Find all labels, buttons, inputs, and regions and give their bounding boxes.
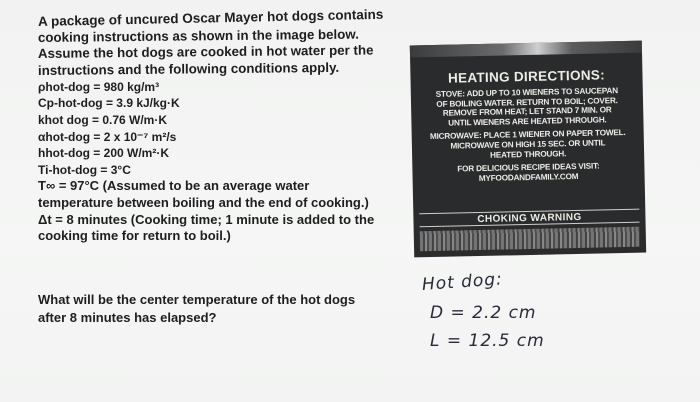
package-label-image [410, 41, 646, 258]
intro-line: cooking instructions as shown in the image below. [37, 26, 359, 46]
param-specific-heat: Cp-hot-dog = 3.9 kJ/kg·K [38, 96, 180, 111]
param-convection-coefficient: hhot-dog = 200 W/m²·K [38, 146, 169, 161]
label-line: MICROWAVE: PLACE 1 WIENER ON PAPER TOWEL. [429, 128, 626, 142]
hand-line-diameter: D = 2.2 cm [430, 303, 537, 323]
param-water-temperature: T∞ = 97°C (Assumed to be an average water [38, 178, 310, 194]
hand-line-hotdog: Hot dog: [421, 269, 504, 295]
label-line: MICROWAVE ON HIGH 15 SEC. OR UNTIL [450, 138, 606, 151]
label-line: HEATED THROUGH. [490, 148, 567, 160]
param-diffusivity: αhot-dog = 2 x 10⁻⁷ m²/s [38, 129, 177, 144]
param-time-note: cooking time for return to boil.) [38, 228, 231, 244]
handwritten-notes [422, 271, 632, 355]
intro-line: instructions and the following conditions apply. [37, 59, 340, 78]
question-line: What will be the center temperature of the hot dogs [38, 292, 356, 307]
label-top-stripe [410, 41, 642, 58]
intro-line: Assume the hot dogs are cooked in hot water per the [37, 42, 374, 62]
param-initial-temperature: Ti-hot-dog = 3°C [38, 162, 131, 177]
problem-statement [37, 6, 393, 245]
param-time: Δt = 8 minutes (Cooking time; 1 minute is added to the [38, 211, 375, 227]
choking-warning: CHOKING WARNING [419, 209, 639, 228]
label-title: HEATING DIRECTIONS: [447, 67, 606, 86]
label-line: OF BOILING WATER. RETURN TO BOIL; COVER. [436, 95, 618, 109]
label-line: REMOVE FROM HEAT; LET STAND 7 MIN. OR [442, 105, 612, 118]
intro-line: A package of uncured Oscar Mayer hot dogs contains [37, 6, 384, 29]
label-directions [419, 86, 637, 185]
param-water-temperature-note: temperature between boiling and the end of cooking.) [38, 194, 369, 210]
question-line: after 8 minutes has elapsed? [38, 309, 217, 325]
label-line: FOR DELICIOUS RECIPE IDEAS VISIT: [457, 161, 600, 174]
question [38, 291, 378, 326]
hand-line-length: L = 12.5 cm [430, 331, 545, 351]
label-line: MYFOODANDFAMILY.COM [478, 171, 579, 183]
param-density: ρhot-dog = 980 kg/m³ [38, 79, 160, 94]
label-fine-print [420, 227, 640, 252]
label-line: UNTIL WIENERS ARE HEATED THROUGH. [448, 115, 607, 128]
label-line: STOVE: ADD UP TO 10 WIENERS TO SAUCEPAN [435, 86, 619, 99]
param-conductivity: khot dog = 0.76 W/m·K [38, 113, 168, 127]
